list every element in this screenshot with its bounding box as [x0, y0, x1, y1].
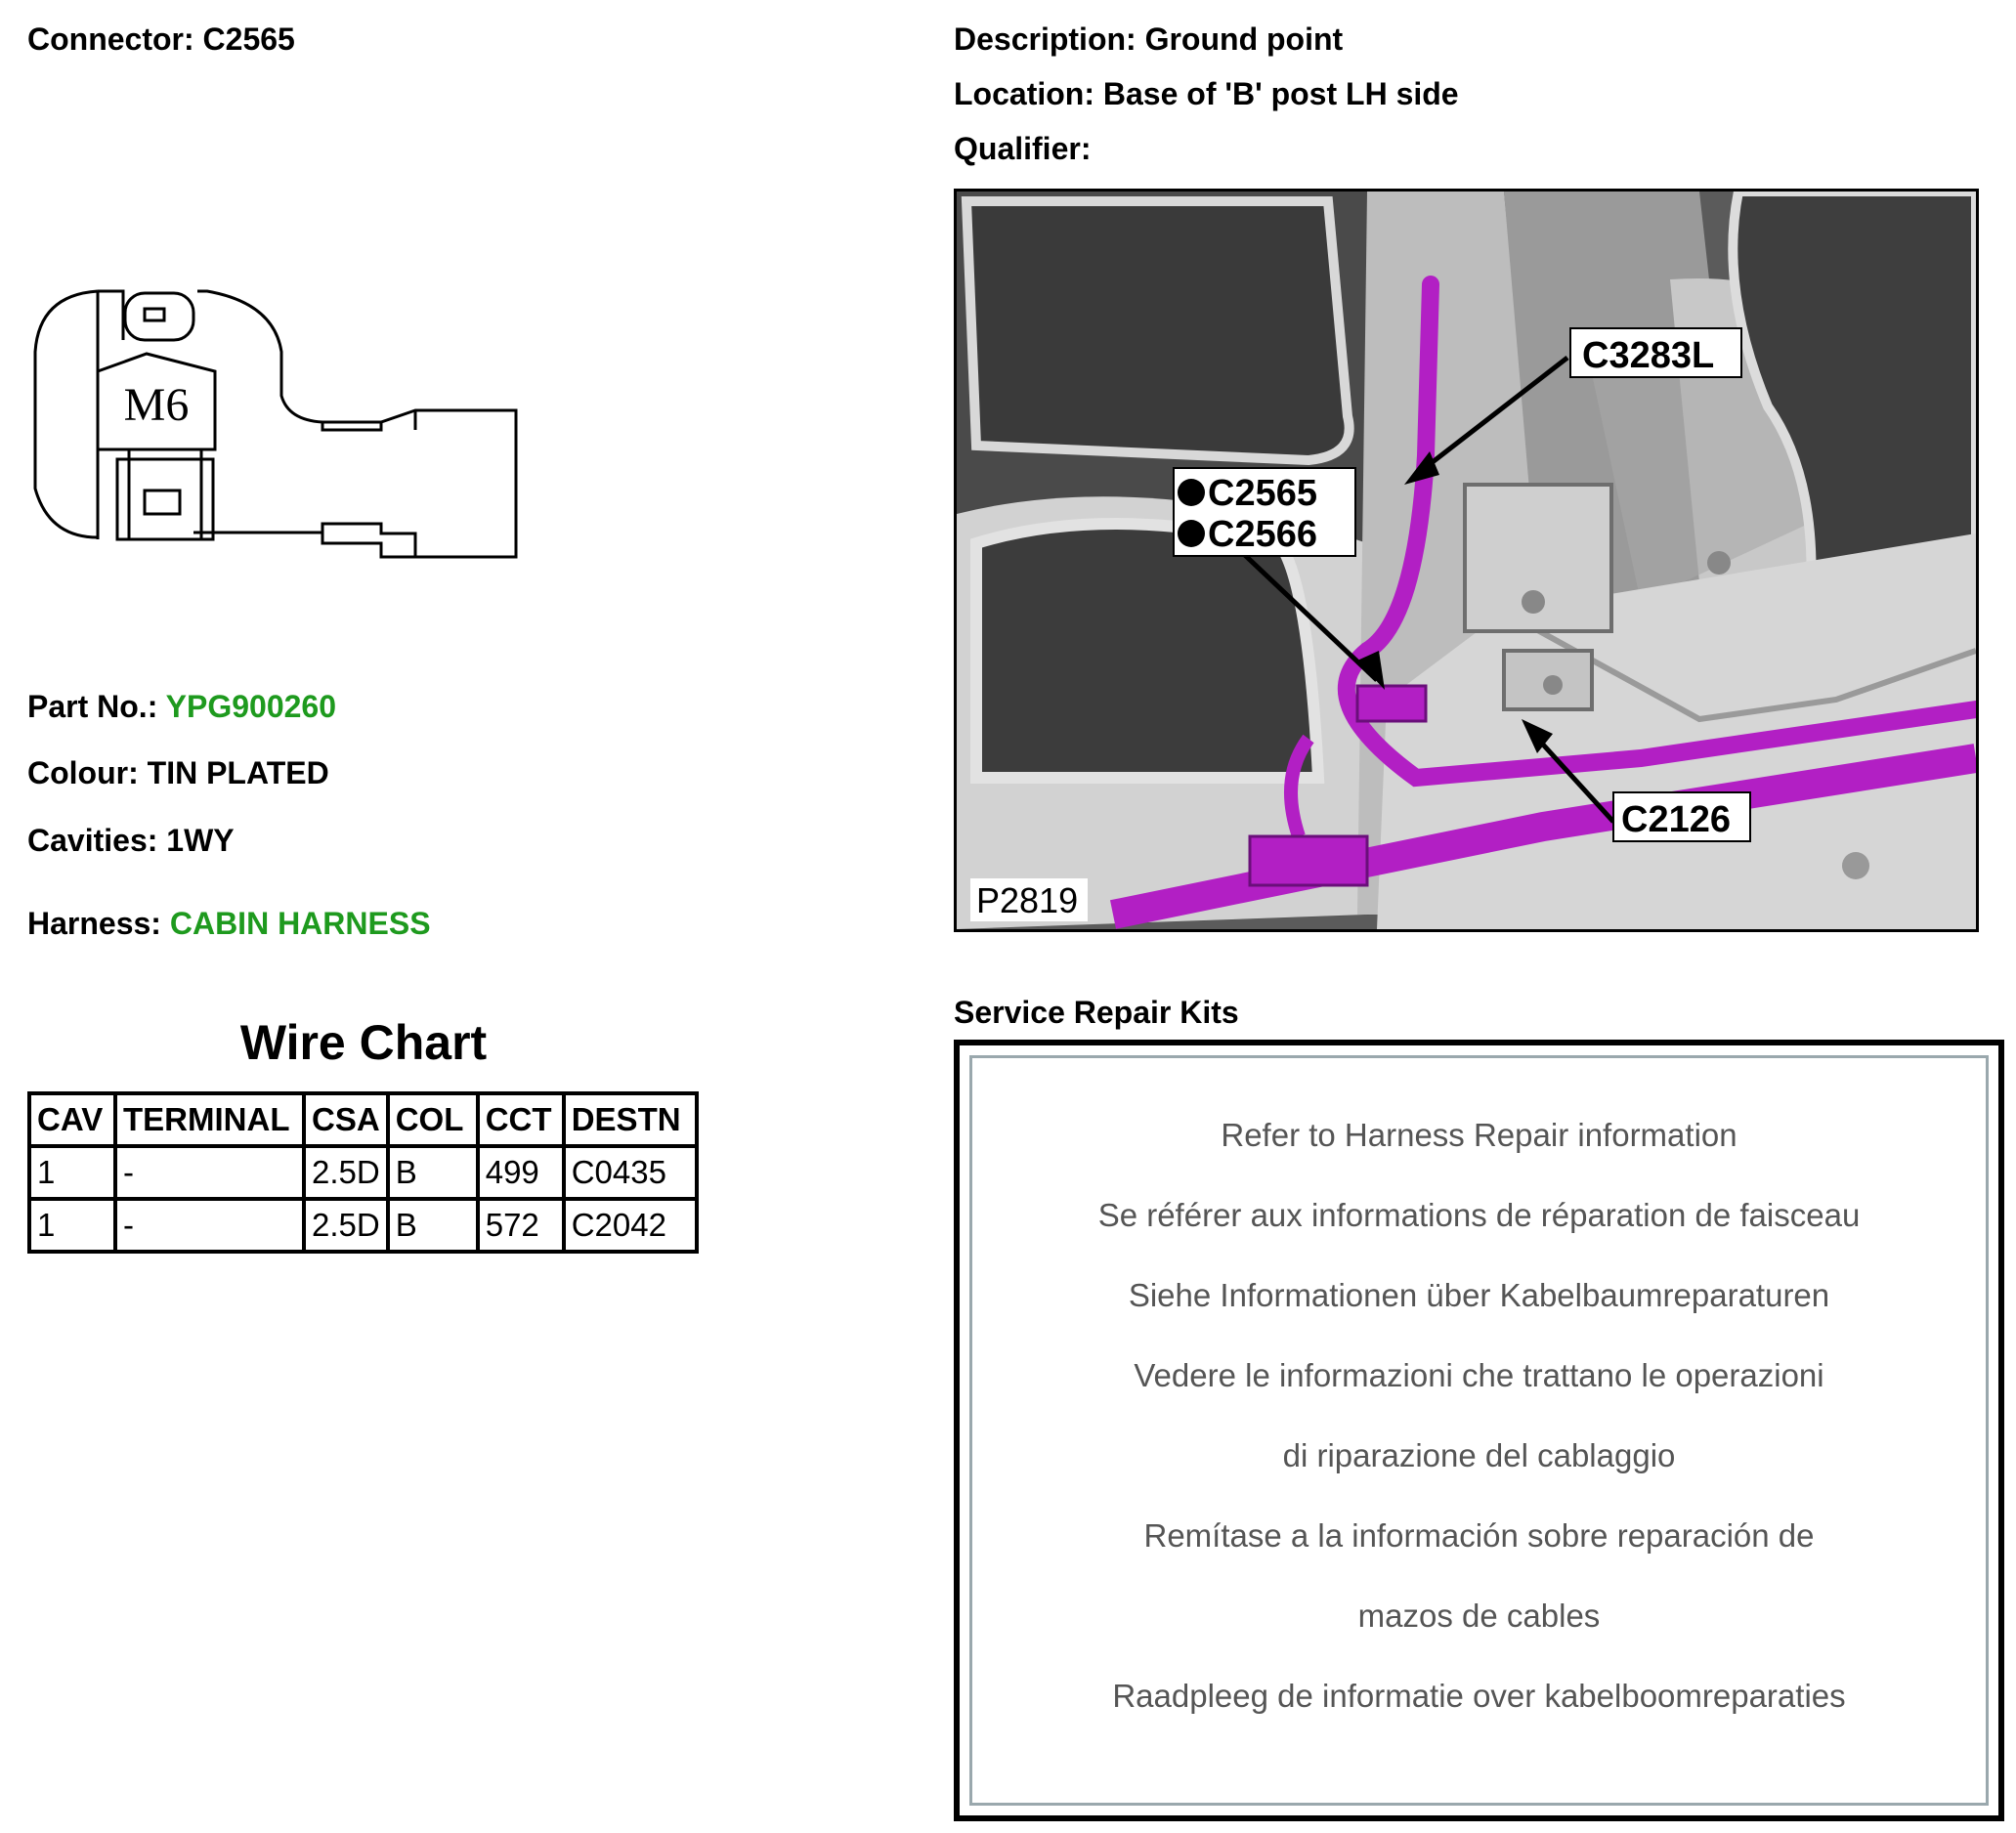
- wire-chart-table: [27, 1091, 699, 1254]
- description-label: Description:: [954, 21, 1137, 57]
- cell-cav: 1: [29, 1146, 115, 1199]
- kit-line: Remítase a la información sobre reparación de: [1143, 1517, 1815, 1554]
- connector-line: [27, 21, 295, 58]
- bullet-icon: [1178, 520, 1205, 547]
- description-line: [954, 21, 1343, 58]
- header-csa: CSA: [304, 1093, 388, 1146]
- cell-cct: 499: [478, 1146, 564, 1199]
- connector-label: Connector:: [27, 21, 194, 57]
- kit-line: Se référer aux informations de réparation de faisceau: [1097, 1197, 1861, 1233]
- cell-cct: 572: [478, 1199, 564, 1252]
- header-cav: CAV: [29, 1093, 115, 1146]
- cell-col: B: [388, 1199, 478, 1252]
- service-repair-kits-box: [954, 1040, 2004, 1821]
- cell-terminal: -: [115, 1199, 304, 1252]
- part-no-value[interactable]: YPG900260: [165, 689, 337, 724]
- cavities-value: 1WY: [166, 823, 235, 858]
- header-terminal: TERMINAL: [115, 1093, 304, 1146]
- cavities-line: [27, 823, 235, 859]
- table-row: [29, 1199, 697, 1252]
- header-col: COL: [388, 1093, 478, 1146]
- location-label: Location:: [954, 76, 1094, 111]
- location-illustration: [954, 189, 1979, 932]
- cell-destn[interactable]: C0435: [564, 1146, 697, 1199]
- wire-chart-title: Wire Chart: [239, 1015, 488, 1070]
- callout-c2565: C2565: [1208, 473, 1317, 514]
- qualifier-label: Qualifier:: [954, 131, 1092, 166]
- colour-line: [27, 755, 329, 791]
- kit-line: di riparazione del cablaggio: [1282, 1437, 1676, 1473]
- location-value: Base of 'B' post LH side: [1102, 76, 1459, 111]
- harness-value[interactable]: CABIN HARNESS: [169, 906, 431, 941]
- harness-label: Harness:: [27, 906, 161, 941]
- description-value: Ground point: [1144, 21, 1344, 57]
- wire-chart-header-row: [29, 1093, 697, 1146]
- part-no-label: Part No.:: [27, 689, 158, 724]
- callout-c3283l: C3283L: [1582, 335, 1715, 376]
- harness-line: [27, 906, 431, 942]
- cell-col: B: [388, 1146, 478, 1199]
- table-row: [29, 1146, 697, 1199]
- callout-c2566: C2566: [1208, 514, 1317, 555]
- connector-drawing-text: M6: [123, 379, 190, 431]
- kit-line: Refer to Harness Repair information: [1221, 1117, 1737, 1153]
- cell-terminal: -: [115, 1146, 304, 1199]
- connector-terminal-drawing: [29, 283, 528, 567]
- part-no-line: [27, 689, 336, 725]
- location-line: [954, 76, 1459, 112]
- illustration-reference: P2819: [976, 880, 1079, 920]
- cell-cav: 1: [29, 1199, 115, 1252]
- connector-value: C2565: [202, 21, 295, 57]
- cell-destn[interactable]: C2042: [564, 1199, 697, 1252]
- kit-line: mazos de cables: [1357, 1598, 1601, 1634]
- cavities-label: Cavities:: [27, 823, 158, 858]
- colour-value: TIN PLATED: [147, 755, 329, 790]
- qualifier-line: [954, 131, 1091, 167]
- kit-line: Raadpleeg de informatie over kabelboomreparaties: [1112, 1678, 1846, 1714]
- cell-csa: 2.5D: [304, 1146, 388, 1199]
- kit-line: Vedere le informazioni che trattano le operazioni: [1134, 1357, 1824, 1393]
- bullet-icon: [1178, 479, 1205, 506]
- cell-csa: 2.5D: [304, 1199, 388, 1252]
- service-repair-kits-content: [969, 1055, 1989, 1806]
- service-repair-kits-title: Service Repair Kits: [954, 995, 1239, 1030]
- header-destn: DESTN: [564, 1093, 697, 1146]
- callout-c2126: C2126: [1621, 799, 1731, 840]
- colour-label: Colour:: [27, 755, 139, 790]
- header-cct: CCT: [478, 1093, 564, 1146]
- kit-line: Siehe Informationen über Kabelbaumreparaturen: [1128, 1277, 1830, 1313]
